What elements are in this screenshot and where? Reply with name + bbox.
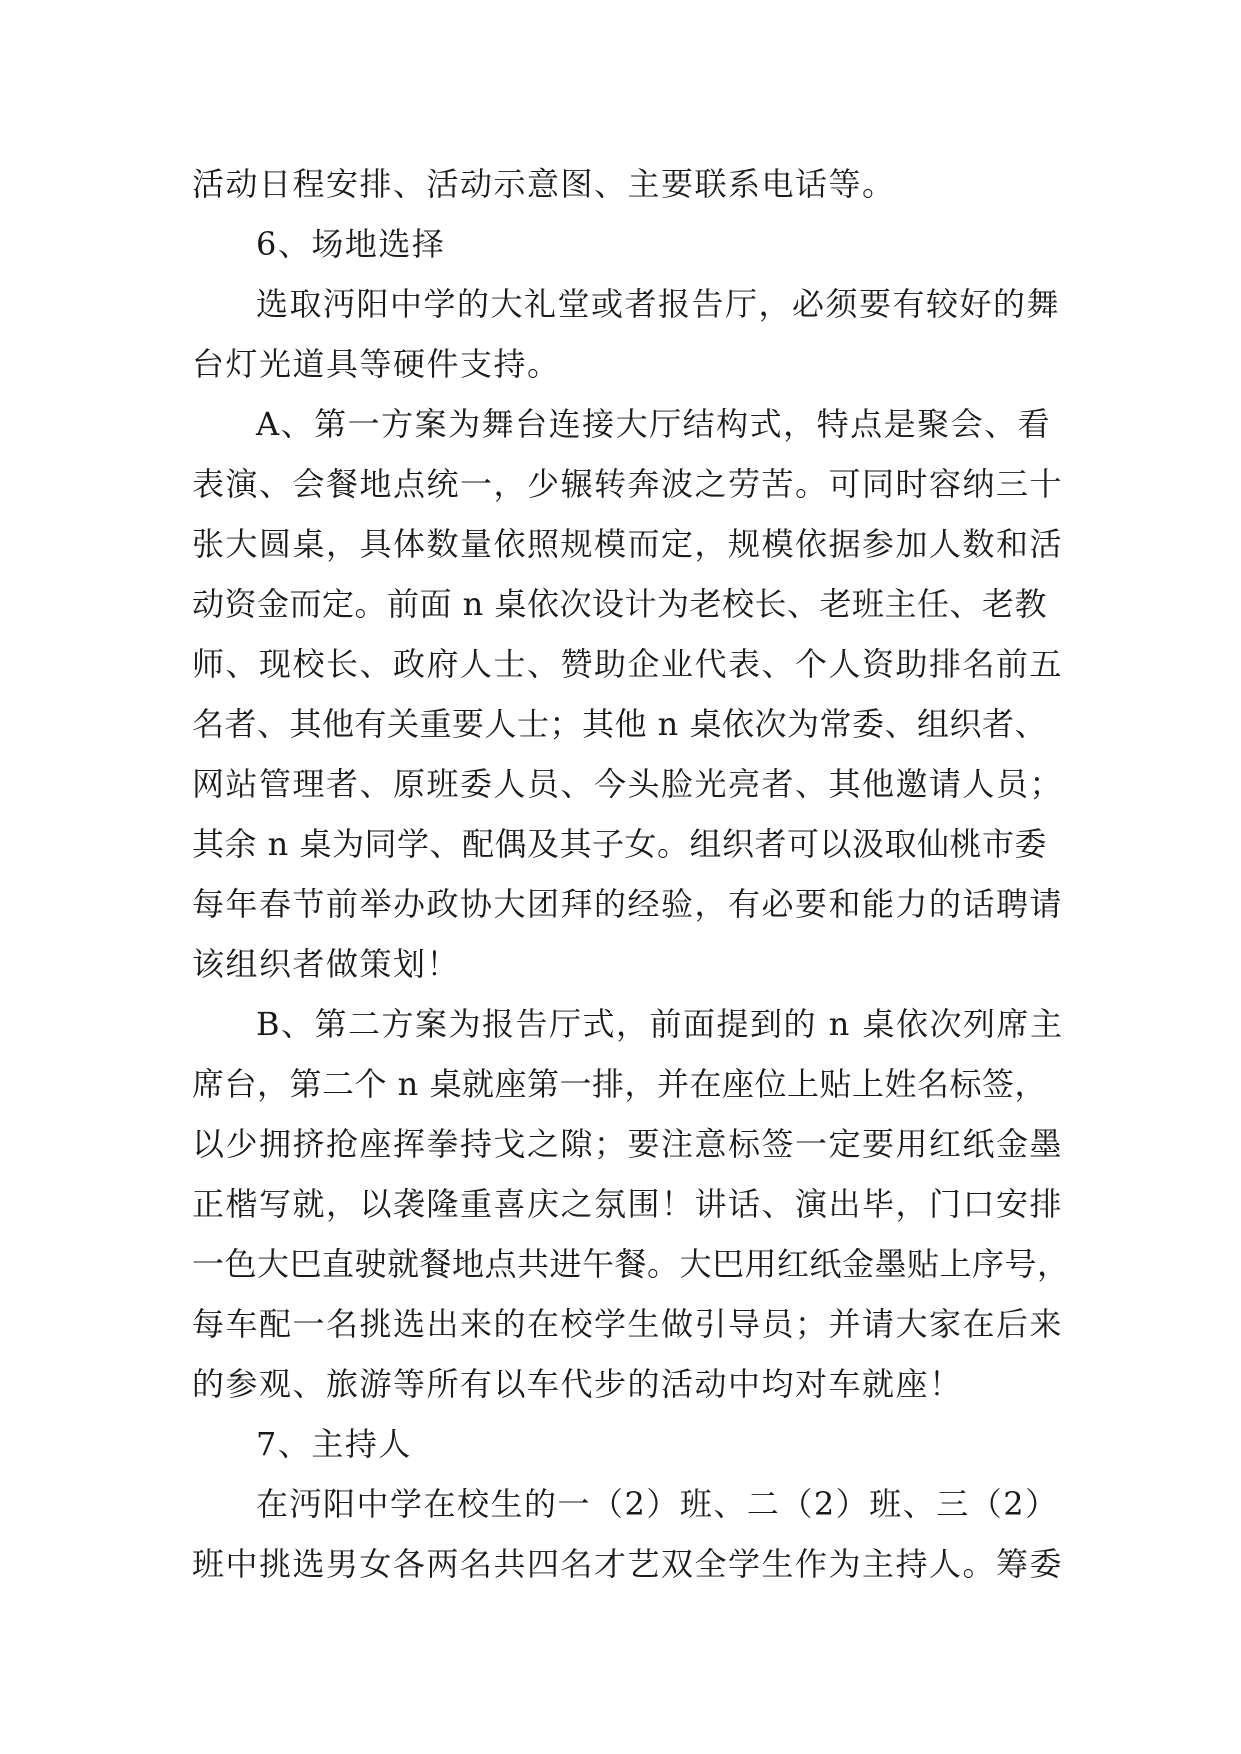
- text-line: 该组织者做策划！: [192, 945, 461, 983]
- text-line: 师、现校长、政府人士、赞助企业代表、个人资助排名前五: [192, 645, 1064, 683]
- text-line: 其余 n 桌为同学、配偶及其子女。组织者可以汲取仙桃市委: [192, 825, 1047, 863]
- text-line: 每年春节前举办政协大团拜的经验，有必要和能力的话聘请: [192, 885, 1064, 923]
- text-line: 网站管理者、原班委人员、今头脸光亮者、其他邀请人员；: [192, 765, 1064, 803]
- text-line: 以少拥挤抢座挥拳持戈之隙；要注意标签一定要用红纸金墨: [192, 1125, 1064, 1163]
- text-line: 张大圆桌，具体数量依照规模而定，规模依据参加人数和活: [192, 525, 1064, 563]
- section-heading-host: 7、主持人: [256, 1425, 412, 1463]
- text-line: 活动日程安排、活动示意图、主要联系电话等。: [192, 165, 896, 203]
- text-line: 正楷写就，以袭隆重喜庆之氛围！讲话、演出毕，门口安排: [192, 1185, 1064, 1223]
- document-body: [192, 154, 1072, 1594]
- text-line: A、第一方案为舞台连接大厅结构式，特点是聚会、看: [256, 405, 1052, 443]
- text-line: 在沔阳中学在校生的一（2）班、二（2）班、三（2）: [256, 1485, 1059, 1523]
- section-heading-venue: 6、场地选择: [256, 225, 446, 263]
- text-line: 表演、会餐地点统一，少辗转奔波之劳苦。可同时容纳三十: [192, 465, 1064, 503]
- text-line: B、第二方案为报告厅式，前面提到的 n 桌依次列席主: [256, 1005, 1064, 1043]
- text-line: 选取沔阳中学的大礼堂或者报告厅，必须要有较好的舞: [256, 285, 1061, 323]
- text-line: 台灯光道具等硬件支持。: [192, 345, 561, 383]
- text-line: 名者、其他有关重要人士；其他 n 桌依次为常委、组织者、: [192, 705, 1047, 743]
- text-line: 的参观、旅游等所有以车代步的活动中均对车就座！: [192, 1365, 963, 1403]
- text-line: 每车配一名挑选出来的在校学生做引导员；并请大家在后来: [192, 1305, 1064, 1343]
- text-line: 席台，第二个 n 桌就座第一排，并在座位上贴上姓名标签，: [192, 1065, 1047, 1103]
- text-line: 一色大巴直驶就餐地点共进午餐。大巴用红纸金墨贴上序号，: [192, 1245, 1070, 1283]
- text-line: 班中挑选男女各两名共四名才艺双全学生作为主持人。筹委: [192, 1545, 1064, 1583]
- text-line: 动资金而定。前面 n 桌依次设计为老校长、老班主任、老教: [192, 585, 1047, 623]
